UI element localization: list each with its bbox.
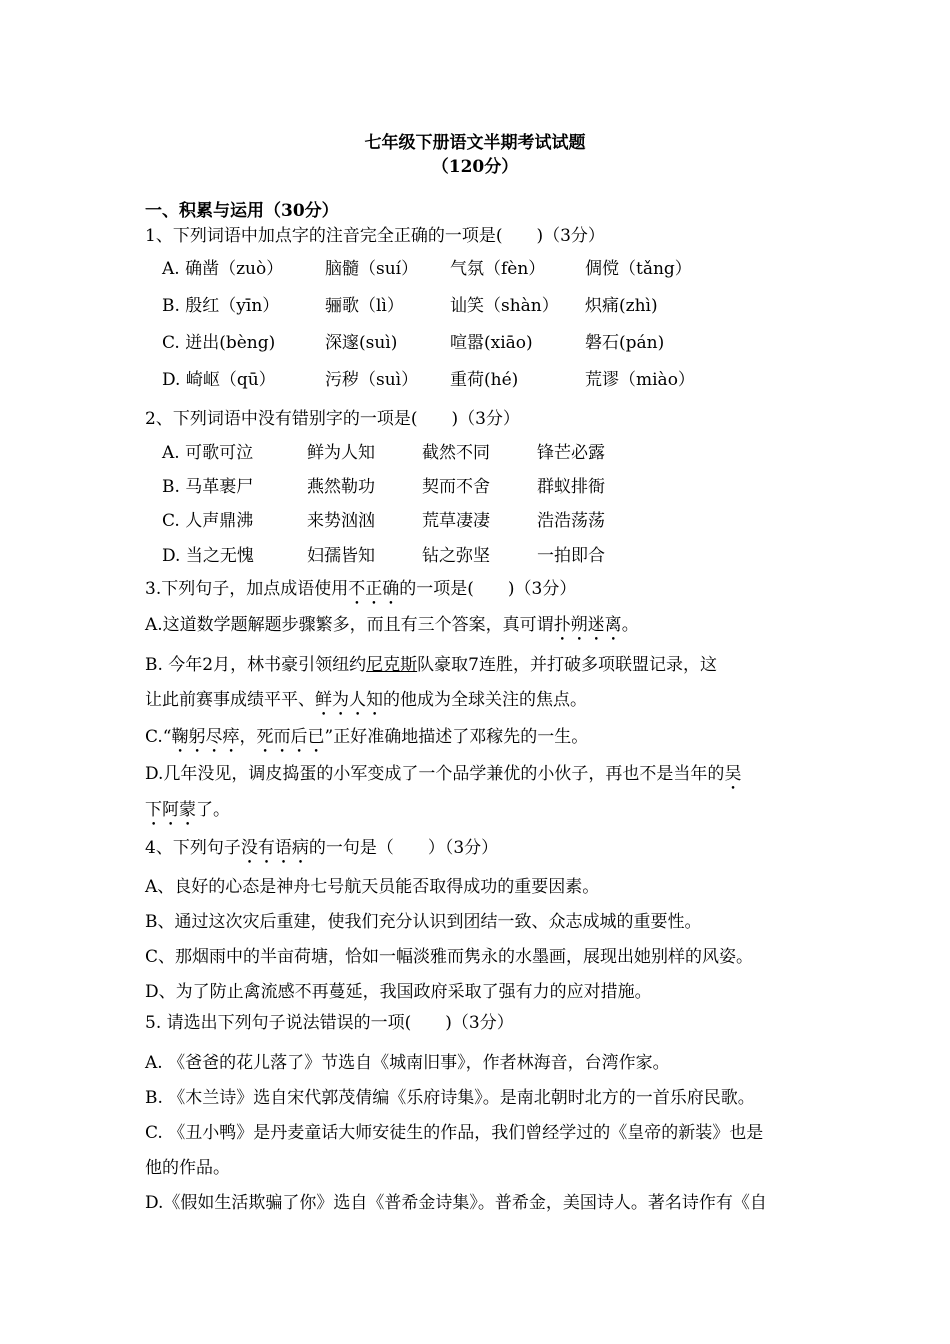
emphasized-idiom: 鞠躬尽瘁，死而后已 bbox=[171, 727, 325, 747]
emphasized-text: 不正确 bbox=[348, 579, 400, 599]
option: A. 确凿（zuò） bbox=[162, 259, 284, 279]
option-text: 队豪取7连胜，并打破多项联盟记录，这 bbox=[417, 655, 717, 675]
question-5-stem: 5. 请选出下列句子说法错误的一项( )（3分） bbox=[145, 1013, 514, 1033]
option: 脑髓（suí） bbox=[325, 259, 419, 279]
option-text: 。 bbox=[621, 615, 639, 635]
option: 群蚁排衙 bbox=[537, 477, 605, 497]
question-4-option-a: A、良好的心态是神舟七号航天员能否取得成功的重要因素。 bbox=[145, 877, 600, 897]
option: 深邃(suì) bbox=[325, 333, 398, 353]
exam-total-score: （120分） bbox=[431, 157, 519, 177]
option: 钻之弥坚 bbox=[422, 546, 490, 566]
option: 喧嚣(xiāo) bbox=[450, 333, 533, 353]
stem-text: 的一句是（ ）（3分） bbox=[308, 838, 499, 858]
option: 讪笑（shàn） bbox=[450, 296, 559, 316]
option: 燕然勒功 bbox=[307, 477, 375, 497]
question-3-stem bbox=[145, 578, 810, 609]
option: B. 殷红（yīn） bbox=[162, 296, 280, 316]
question-4-option-c: C、那烟雨中的半亩荷塘，恰如一幅淡雅而隽永的水墨画，展现出她别样的风姿。 bbox=[145, 947, 754, 967]
question-3-option-b-cont bbox=[145, 689, 810, 720]
option-text: A.这道数学题解题步骤繁多，而且有三个答案，真可谓 bbox=[145, 615, 554, 635]
question-4-stem bbox=[145, 837, 810, 868]
question-5-option-c: C. 《丑小鸭》是丹麦童话大师安徒生的作品，我们曾经学过的《皇帝的新装》也是 bbox=[145, 1123, 764, 1143]
option: 来势汹汹 bbox=[307, 511, 375, 531]
question-5-option-b: B. 《木兰诗》选自宋代郭茂倩编《乐府诗集》。是南北朝时北方的一首乐府民歌。 bbox=[145, 1088, 755, 1108]
option-text: ”正好准确地描述了邓稼先的一生。 bbox=[324, 727, 589, 747]
option: 鲜为人知 bbox=[307, 443, 375, 463]
emphasized-idiom: 吴 bbox=[724, 764, 742, 784]
question-2-stem: 2、下列词语中没有错别字的一项是( )（3分） bbox=[145, 409, 520, 429]
emphasized-idiom: 下阿蒙 bbox=[145, 800, 196, 820]
option: 倜傥（tǎng） bbox=[585, 259, 692, 279]
question-3-option-a bbox=[145, 614, 810, 645]
option: 妇孺皆知 bbox=[307, 546, 375, 566]
question-4-option-b: B、通过这次灾后重建，使我们充分认识到团结一致、众志成城的重要性。 bbox=[145, 912, 702, 932]
emphasized-idiom: 鲜为人知 bbox=[315, 690, 383, 710]
option: C. 迸出(bèng) bbox=[162, 333, 276, 353]
question-1-stem: 1、下列词语中加点字的注音完全正确的一项是( )（3分） bbox=[145, 226, 605, 246]
section-heading: 一、积累与运用（30分） bbox=[145, 201, 339, 221]
option-text: 了。 bbox=[196, 800, 230, 820]
stem-text: 3.下列句子，加点成语使用 bbox=[145, 579, 349, 599]
question-3-option-d bbox=[145, 763, 810, 794]
option: 锋芒必露 bbox=[537, 443, 605, 463]
emphasized-text: 没有语病 bbox=[240, 838, 309, 858]
option-text: D.几年没见，调皮捣蛋的小军变成了一个品学兼优的小伙子，再也不是当年的 bbox=[145, 764, 725, 784]
option: 浩浩荡荡 bbox=[537, 511, 605, 531]
option: D. 当之无愧 bbox=[162, 546, 254, 566]
option: 磐石(pán) bbox=[585, 333, 665, 353]
stem-text: 4、下列句子 bbox=[145, 838, 241, 858]
option: 重荷(hé) bbox=[450, 370, 519, 390]
question-3-option-c bbox=[145, 726, 810, 757]
option: 污秽（suì） bbox=[325, 370, 419, 390]
option-text: B. 今年2月，林书豪引领纽约 bbox=[145, 655, 367, 675]
option: 荒谬（miào） bbox=[585, 370, 695, 390]
question-5-option-c-cont: 他的作品。 bbox=[145, 1158, 230, 1178]
option: 气氛（fèn） bbox=[450, 259, 546, 279]
stem-text: 的一项是( )（3分） bbox=[399, 579, 577, 599]
question-3-option-b bbox=[145, 654, 810, 676]
question-3-option-d-cont bbox=[145, 799, 810, 830]
question-5-option-a: A. 《爸爸的花儿落了》节选自《城南旧事》，作者林海音，台湾作家。 bbox=[145, 1053, 670, 1073]
option: 契而不舍 bbox=[422, 477, 490, 497]
option: D. 崎岖（qū） bbox=[162, 370, 276, 390]
question-4-option-d: D、为了防止禽流感不再蔓延，我国政府采取了强有力的应对措施。 bbox=[145, 982, 652, 1002]
option-text: 的他成为全球关注的焦点。 bbox=[383, 690, 587, 710]
option-text: C.“ bbox=[145, 727, 172, 747]
option: 荒草凄凄 bbox=[422, 511, 490, 531]
option: 骊歌（lì） bbox=[325, 296, 404, 316]
option: B. 马革裹尸 bbox=[162, 477, 254, 497]
option: A. 可歌可泣 bbox=[162, 443, 254, 463]
option: 截然不同 bbox=[422, 443, 490, 463]
emphasized-idiom: 扑朔迷离 bbox=[553, 615, 622, 635]
exam-title: 七年级下册语文半期考试试题 bbox=[364, 133, 586, 153]
option: 一拍即合 bbox=[537, 546, 605, 566]
option: C. 人声鼎沸 bbox=[162, 511, 254, 531]
question-5-option-d: D.《假如生活欺骗了你》选自《普希金诗集》。普希金，美国诗人。著名诗作有《自 bbox=[145, 1193, 767, 1213]
option: 炽痛(zhì) bbox=[585, 296, 658, 316]
option-text: 让此前赛事成绩平平、 bbox=[145, 690, 315, 710]
underlined-name: 尼克斯 bbox=[366, 655, 418, 675]
